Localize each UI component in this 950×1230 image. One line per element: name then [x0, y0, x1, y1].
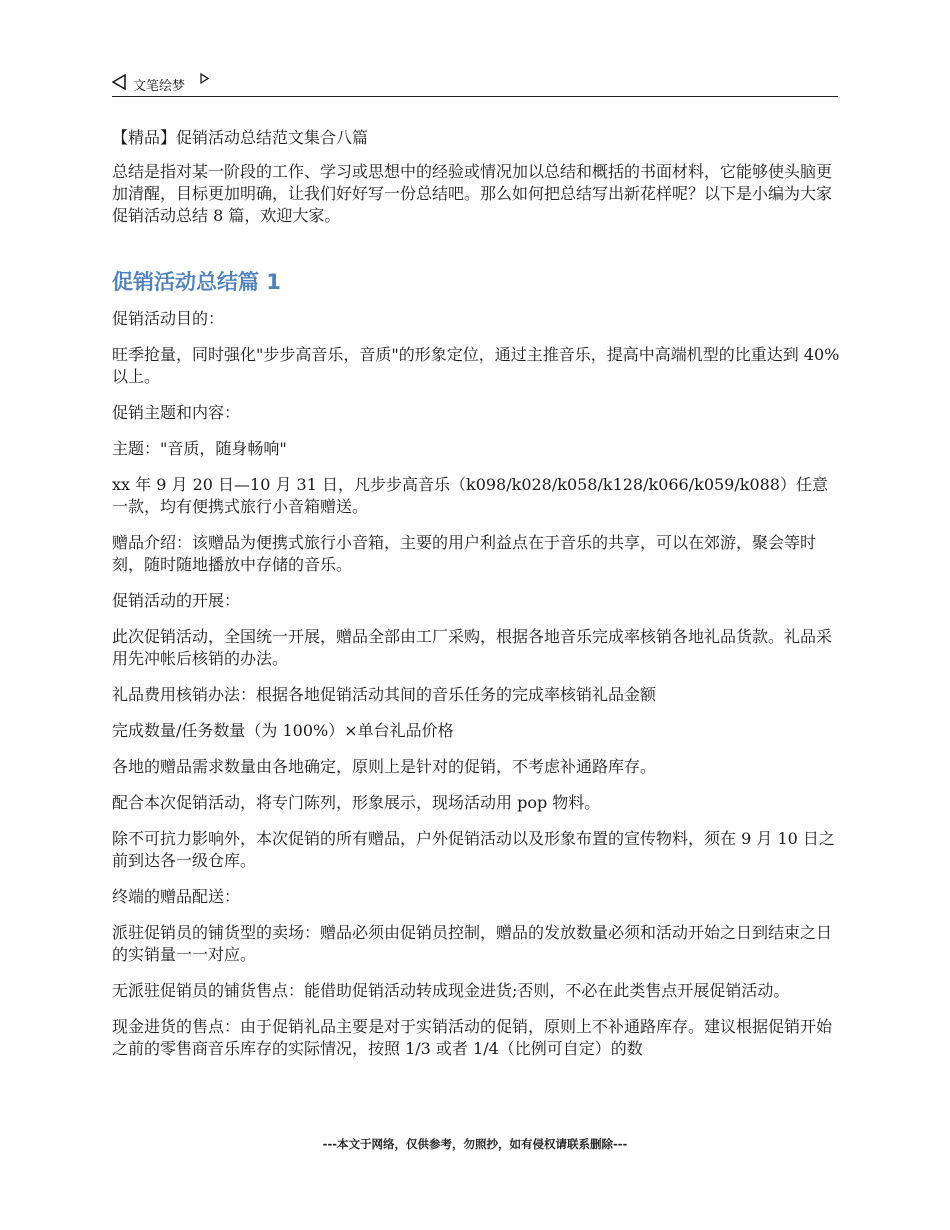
footer-notice: ---本文于网络，仅供参考，勿照抄，如有侵权请联系删除--- [322, 1137, 628, 1151]
paragraph: 完成数量/任务数量（为 100%）×单台礼品价格 [112, 721, 454, 740]
document-title: 【精品】促销活动总结范文集合八篇 [112, 128, 369, 147]
page-header [112, 70, 838, 97]
paragraph: 旺季抢量，同时强化"步步高音乐，音质"的形象定位，通过主推音乐，提高中高端机型的比重达到 40%以上。 [112, 345, 840, 386]
paragraph: 主题："音质，随身畅响" [112, 439, 287, 458]
paragraph: 促销活动目的： [112, 309, 225, 328]
paragraph: 促销活动的开展： [112, 591, 241, 610]
paragraph: 除不可抗力影响外，本次促销的所有赠品，户外促销活动以及形象布置的宣传物料，须在 9 月 10 日之前到达各一级仓库。 [112, 829, 835, 870]
paragraph: 各地的赠品需求数量由各地确定，原则上是针对的促销，不考虑补通路库存。 [112, 757, 657, 776]
paragraph: 促销主题和内容： [112, 403, 241, 422]
section-heading: 促销活动总结篇 1 [112, 270, 281, 294]
paragraph: xx 年 9 月 20 日—10 月 31 日，凡步步高音乐（k098/k028/k058/k128/k066/k059/k088）任意一款，均有便携式旅行小音箱赠送。 [112, 475, 828, 516]
intro-paragraph: 总结是指对某一阶段的工作、学习或思想中的经验或情况加以总结和概括的书面材料，它能够使头脑更加清醒，目标更加明确，让我们好好写一份总结吧。那么如何把总结写出新花样呢？以下是小编为大家促销活动总结 8 篇，欢迎大家。 [112, 162, 833, 225]
paragraph: 礼品费用核销办法：根据各地促销活动其间的音乐任务的完成率核销礼品金额 [112, 685, 657, 704]
body-text [112, 308, 842, 1074]
paragraph: 赠品介绍：该赠品为便携式旅行小音箱，主要的用户利益点在于音乐的共享，可以在郊游，聚会等时刻，随时随地播放中存储的音乐。 [112, 533, 817, 574]
paragraph: 终端的赠品配送： [112, 887, 241, 906]
paragraph: 派驻促销员的铺货型的卖场：赠品必须由促销员控制，赠品的发放数量必须和活动开始之日到结束之日的实销量一一对应。 [112, 923, 833, 964]
paragraph: 此次促销活动，全国统一开展，赠品全部由工厂采购，根据各地音乐完成率核销各地礼品货款。礼品采用先冲帐后核销的办法。 [112, 627, 833, 668]
triangle-right-icon [200, 73, 209, 84]
paragraph: 现金进货的售点：由于促销礼品主要是对于实销活动的促销，原则上不补通路库存。建议根据促销开始之前的零售商音乐库存的实际情况，按照 1/3 或者 1/4（比例可自定）的数 [112, 1017, 833, 1058]
paragraph: 配合本次促销活动，将专门陈列，形象展示，现场活动用 pop 物料。 [112, 793, 601, 812]
paragraph: 无派驻促销员的铺货售点：能借助促销活动转成现金进货;否则，不必在此类售点开展促销活动。 [112, 981, 790, 1000]
brand-name: 文笔绘梦 [133, 79, 186, 94]
triangle-left-icon [112, 74, 126, 90]
